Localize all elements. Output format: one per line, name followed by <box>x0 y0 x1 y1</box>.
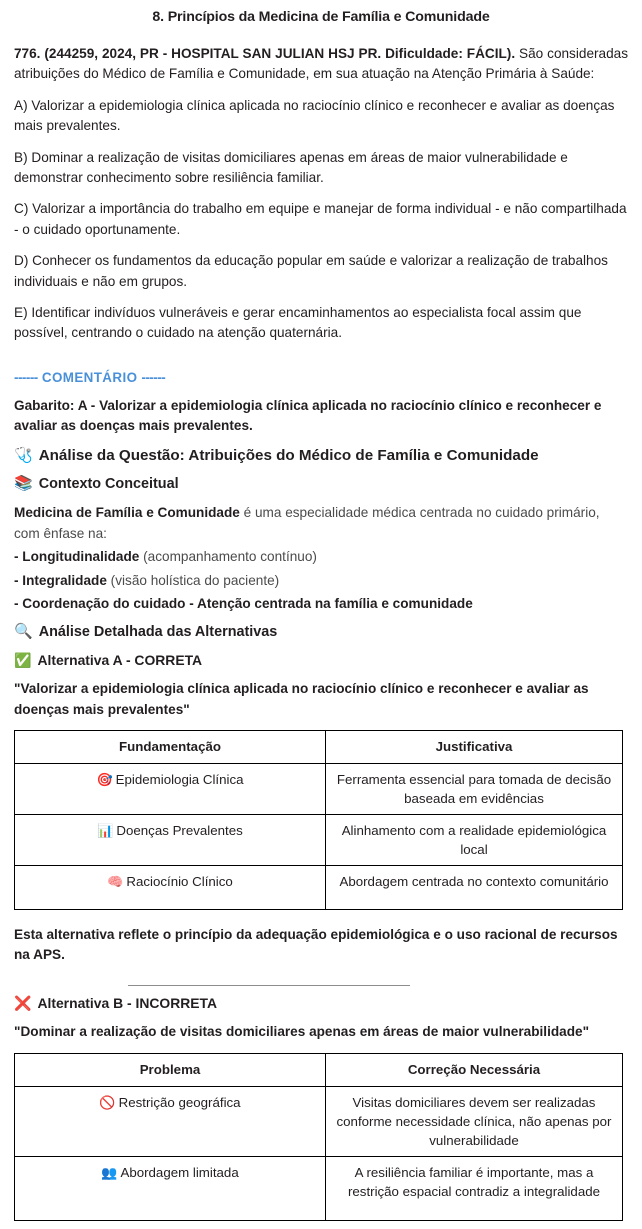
comment-section-heading <box>14 370 628 385</box>
question-header: 776. (244259, 2024, PR - HOSPITAL SAN JULIAN HSJ PR. Dificuldade: FÁCIL). <box>14 46 516 62</box>
document-page <box>0 9 642 1229</box>
detailed-analysis-label: Análise Detalhada das Alternativas <box>38 624 278 641</box>
table-row <box>15 1086 623 1156</box>
comment-dashes-left: ------ <box>14 369 38 385</box>
books-icon: 📚 <box>14 475 33 493</box>
principle-desc: (visão holística do paciente) <box>106 572 280 588</box>
magnifier-icon: 🔍 <box>14 623 33 641</box>
question-stem: São consideradas atribuições do Médico de Família e Comunidade, em sua atuação na Atenção Primária à Saúde: <box>14 46 629 82</box>
alternative-a-note: Esta alternativa reflete o princípio da adequação epidemiológica e o uso racional de recursos na APS. <box>14 927 618 963</box>
principle-term: - Longitudinalidade <box>14 549 140 565</box>
cell-label: Epidemiologia Clínica <box>115 772 244 788</box>
column-header-correcao: Correção Necessária <box>326 1053 623 1086</box>
alternative-d-text: D) Conhecer os fundamentos da educação popular em saúde e valorizar a realização de trabalhos individuais e não em grupos. <box>14 253 608 289</box>
principle-coordenacao <box>14 594 628 614</box>
stethoscope-icon: 🩺 <box>14 446 33 464</box>
principle-term: - Integralidade <box>14 572 107 588</box>
table-row <box>15 815 623 866</box>
cell-fundamentacao <box>15 764 326 815</box>
alternative-a-table <box>14 730 623 910</box>
cell-justificativa: Abordagem centrada no contexto comunitário <box>326 866 623 910</box>
cell-problema <box>15 1156 326 1220</box>
cell-justificativa: Alinhamento com a realidade epidemiológica local <box>326 815 623 866</box>
context-heading <box>14 475 628 494</box>
cell-correcao: Visitas domiciliares devem ser realizadas conforme necessidade clínica, não apenas por vulnerabilidade <box>326 1086 623 1156</box>
column-header-problema: Problema <box>15 1053 326 1086</box>
analysis-heading-label: Análise da Questão: Atribuições do Médico de Família e Comunidade <box>38 446 539 464</box>
context-intro-term: Medicina de Família e Comunidade <box>14 505 240 521</box>
analysis-heading <box>14 446 628 467</box>
bar-chart-icon: 📊 <box>97 823 114 839</box>
table-header-row <box>15 731 623 764</box>
alternative-b-quote: "Dominar a realização de visitas domiciliares apenas em áreas de maior vulnerabilidade" <box>14 1024 590 1040</box>
cell-correcao: A resiliência familiar é importante, mas a restrição espacial contradiz a integralidade <box>326 1156 623 1220</box>
page-title: 8. Princípios da Medicina de Família e Comunidade <box>152 9 490 25</box>
alternative-b-table <box>14 1053 623 1221</box>
gabarito-text: Gabarito: A - Valorizar a epidemiologia clínica aplicada no raciocínio clínico e reconhecer e avaliar as doenças mais prevalentes. <box>14 397 602 434</box>
brain-icon: 🧠 <box>107 874 124 890</box>
alternative-c-text: C) Valorizar a importância do trabalho em equipe e manejar de forma individual - e não compartilhada - o cuidado oportunamente. <box>14 201 627 237</box>
cell-fundamentacao <box>15 815 326 866</box>
cross-mark-icon: ❌ <box>14 994 32 1011</box>
alternative-a-title: Alternativa A - CORRETA <box>37 651 203 668</box>
alternative-a-quote: "Valorizar a epidemiologia clínica aplicada no raciocínio clínico e reconhecer e avaliar as doenças mais prevalentes" <box>14 681 589 717</box>
cell-label: Raciocínio Clínico <box>126 874 233 890</box>
cell-label: Abordagem limitada <box>120 1164 239 1180</box>
cell-fundamentacao <box>15 866 326 910</box>
table-row <box>15 1156 623 1220</box>
cell-label: Doenças Prevalentes <box>116 823 243 839</box>
context-heading-label: Contexto Conceitual <box>38 476 179 493</box>
context-intro-rest: é uma especialidade médica centrada no cuidado primário, com ênfase na: <box>14 505 600 541</box>
principle-desc: (acompanhamento contínuo) <box>139 549 317 565</box>
table-row <box>15 764 623 815</box>
alternative-b-title: Alternativa B - INCORRETA <box>37 994 218 1011</box>
comment-label: COMENTÁRIO <box>41 369 138 385</box>
busts-in-silhouette-icon: 👥 <box>101 1164 118 1180</box>
dart-icon: 🎯 <box>96 772 113 788</box>
context-intro <box>14 503 628 544</box>
principle-longitudinalidade <box>14 547 628 567</box>
table-row <box>15 866 623 910</box>
principle-integralidade <box>14 571 628 591</box>
alternative-a-text: A) Valorizar a epidemiologia clínica aplicada no raciocínio clínico e reconhecer e avaliar as doenças mais prevalentes. <box>14 97 615 134</box>
principle-term: - Coordenação do cuidado - Atenção centrada na família e comunidade <box>14 596 473 612</box>
question-block <box>14 44 628 85</box>
prohibited-icon: 🚫 <box>99 1094 116 1110</box>
alternative-e-text: E) Identificar indivíduos vulneráveis e gerar encaminhamentos ao especialista focal assim que possível, centrando o cuidado na atenção quaternária. <box>14 304 582 341</box>
cell-justificativa: Ferramenta essencial para tomada de decisão baseada em evidências <box>326 764 623 815</box>
table-header-row <box>15 1053 623 1086</box>
section-divider <box>128 985 410 986</box>
detailed-analysis-heading <box>14 623 628 642</box>
column-header-justificativa: Justificativa <box>326 731 623 764</box>
comment-dashes-right: ------ <box>141 369 166 385</box>
check-mark-icon: ✅ <box>14 651 32 668</box>
cell-label: Restrição geográfica <box>118 1094 241 1110</box>
alternative-b-badge <box>14 994 628 1013</box>
alternative-b-text: B) Dominar a realização de visitas domiciliares apenas em áreas de maior vulnerabilidade e demonstrar conhecimento sobre resiliência familiar. <box>14 149 568 185</box>
column-header-fundamentacao: Fundamentação <box>15 731 326 764</box>
alternative-a-badge <box>14 651 628 670</box>
cell-problema <box>15 1086 326 1156</box>
